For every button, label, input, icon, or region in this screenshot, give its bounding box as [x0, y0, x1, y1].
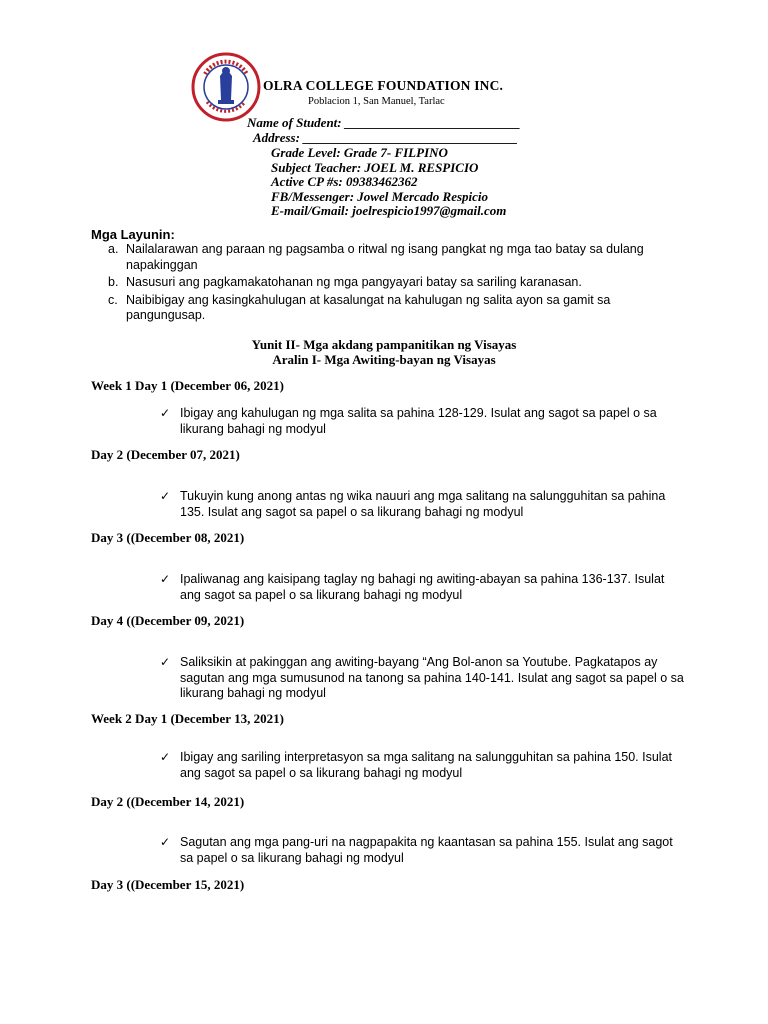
day-heading: Day 3 ((December 08, 2021)	[91, 530, 245, 545]
objectives-list	[91, 242, 681, 326]
task-text: Tukuyin kung anong antas ng wika nauuri ang mga salitang na salungguhitan sa pahina 135. Isulat ang sagot sa papel o sa likurang bahagi ng modyul	[180, 489, 666, 519]
checkmark-icon: ✓	[160, 489, 171, 503]
active-cp: Active CP #s: 09383462362	[271, 174, 418, 189]
subject-teacher: Subject Teacher: JOEL M. RESPICIO	[271, 160, 479, 175]
school-name: OLRA COLLEGE FOUNDATION INC.	[263, 78, 504, 93]
email: E-mail/Gmail: joelrespicio1997@gmail.com	[271, 203, 507, 218]
checkmark-icon: ✓	[160, 572, 171, 586]
objective-marker: b.	[108, 275, 119, 289]
checkmark-icon: ✓	[160, 835, 171, 849]
objective-item	[91, 242, 681, 273]
task-text: Sagutan ang mga pang-uri na nagpapakita ng kaantasan sa pahina 155. Isulat ang sagot sa papel o sa likurang bahagi ng modyul	[180, 835, 673, 865]
objective-item	[91, 293, 681, 324]
day-heading: Day 3 ((December 15, 2021)	[91, 877, 245, 892]
objective-text: Nasusuri ang pagkamakatohanan ng mga pangyayari batay sa sariling karanasan.	[126, 275, 582, 289]
checkmark-icon: ✓	[160, 655, 171, 669]
day-heading: Day 2 (December 07, 2021)	[91, 447, 240, 462]
school-address: Poblacion 1, San Manuel, Tarlac	[308, 96, 445, 107]
student-address-field: Address: _________________________________	[253, 130, 518, 145]
task-text: Ipaliwanag ang kaisipang taglay ng bahagi ng awiting-abayan sa pahina 136-137. Isulat ang sagot sa papel o sa likurang bahagi ng modyul	[180, 572, 665, 602]
student-name-field: Name of Student: ___________________________	[247, 115, 521, 130]
objective-text: Nailalarawan ang paraan ng pagsamba o ritwal ng isang pangkat ng mga tao batay sa dulang napakinggan	[126, 242, 644, 272]
school-seal-icon	[191, 52, 261, 122]
objective-marker: c.	[108, 292, 118, 307]
lesson-title: Aralin I- Mga Awiting-bayan ng Visayas	[272, 352, 496, 367]
objective-item	[91, 275, 681, 291]
objective-marker: a.	[108, 242, 119, 256]
checkmark-icon: ✓	[160, 750, 171, 764]
task-text: Ibigay ang kahulugan ng mga salita sa pahina 128-129. Isulat ang sagot sa papel o sa likurang bahagi ng modyul	[180, 406, 657, 436]
day-heading: Day 2 ((December 14, 2021)	[91, 794, 245, 809]
objective-text: Naibibigay ang kasingkahulugan at kasalungat na kahulugan ng salita ayon sa gamit sa pangungusap.	[126, 292, 611, 322]
day-heading: Week 2 Day 1 (December 13, 2021)	[91, 711, 284, 726]
grade-level: Grade Level: Grade 7- FILPINO	[271, 145, 448, 160]
checkmark-icon: ✓	[160, 406, 171, 420]
day-heading: Day 4 ((December 09, 2021)	[91, 613, 245, 628]
objectives-heading: Mga Layunin:	[91, 227, 175, 242]
fb-messenger: FB/Messenger: Jowel Mercado Respicio	[271, 189, 489, 204]
task-text: Saliksikin at pakinggan ang awiting-bayang “Ang Bol-anon sa Youtube. Pagkatapos ay sagutan ang mga sumusunod na tanong sa pahina 140-141. Isulat ang sagot sa papel o sa likurang bahagi ng modyul	[180, 655, 684, 700]
unit-title: Yunit II- Mga akdang pampanitikan ng Visayas	[251, 337, 517, 352]
day-heading: Week 1 Day 1 (December 06, 2021)	[91, 378, 284, 393]
task-text: Ibigay ang sariling interpretasyon sa mga salitang na salungguhitan sa pahina 150. Isulat ang sagot sa papel o sa likurang bahagi ng modyul	[180, 750, 672, 780]
